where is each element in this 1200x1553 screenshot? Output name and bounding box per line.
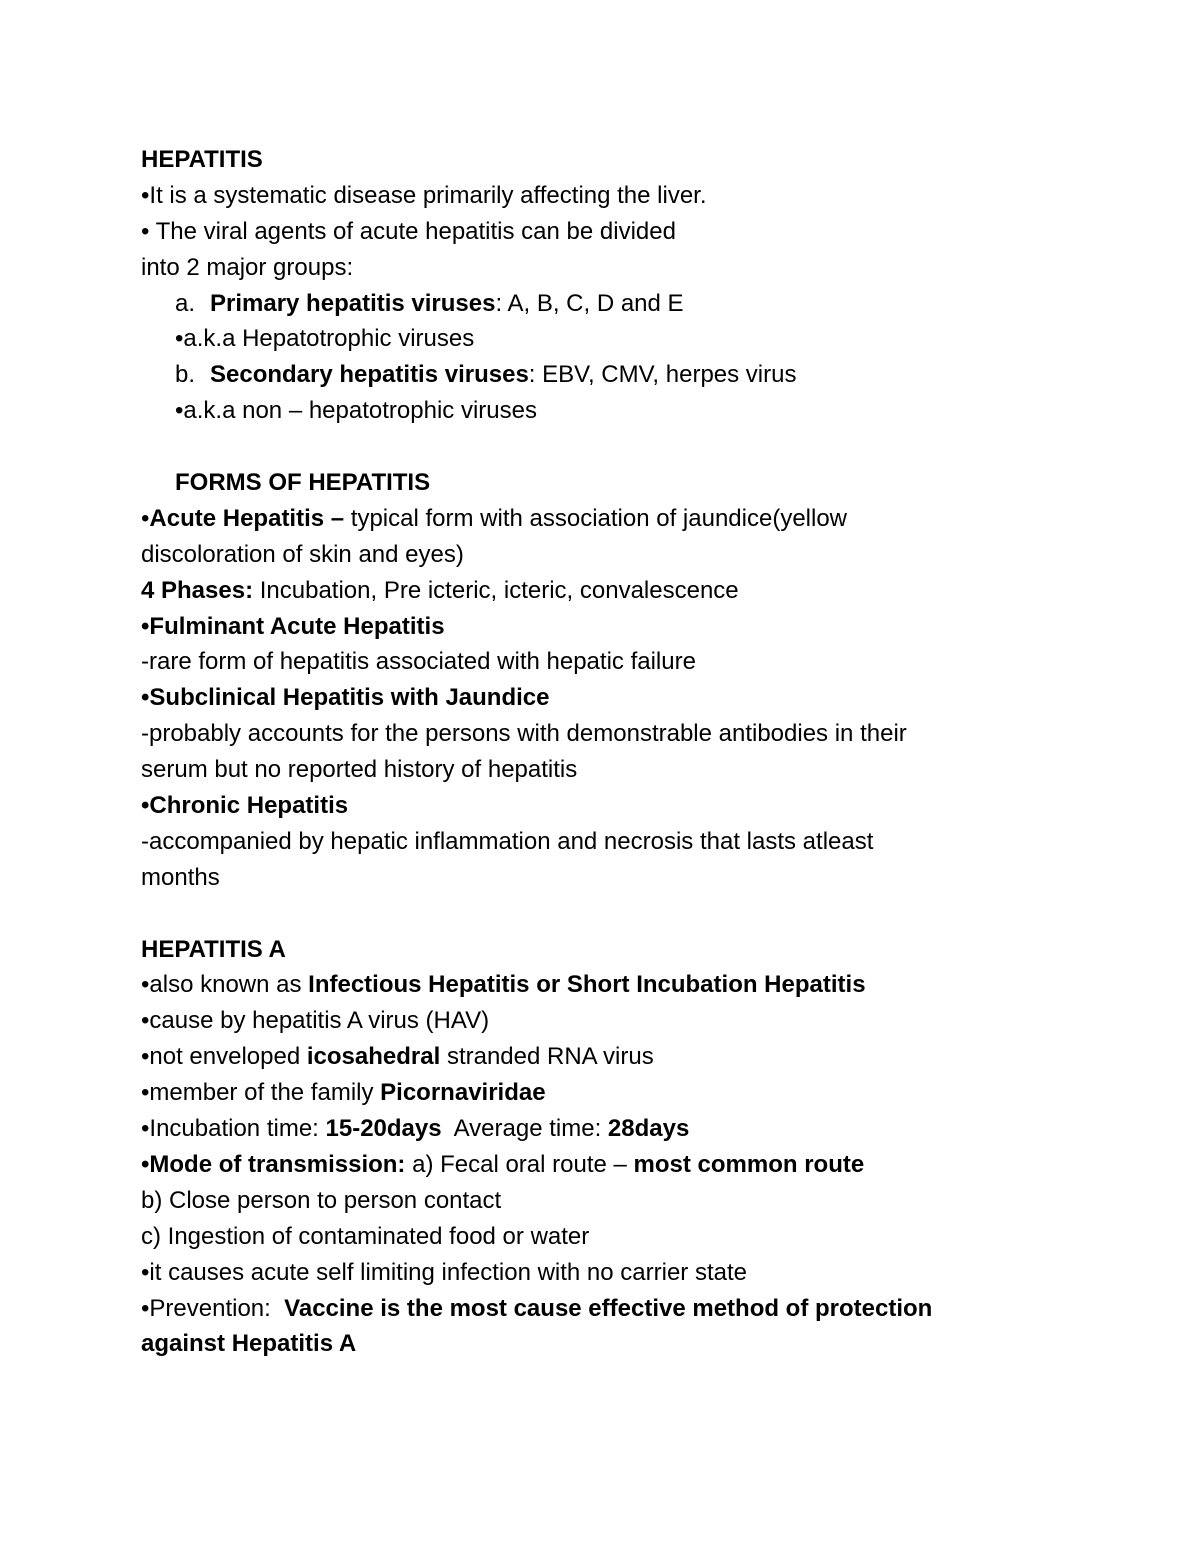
intro-line-2: • The viral agents of acute hepatitis can be divided xyxy=(141,217,676,245)
subclinical-desc-1: -probably accounts for the persons with demonstrable antibodies in their xyxy=(141,720,907,748)
subclinical-desc-2: serum but no reported history of hepatitis xyxy=(141,756,578,784)
group-a-name: Primary hepatitis viruses xyxy=(210,289,496,317)
hepatitis-a-structure: •not enveloped icosahedral stranded RNA virus xyxy=(141,1043,654,1071)
hepatitis-a-prevention-cont: against Hepatitis A xyxy=(141,1330,357,1358)
group-b xyxy=(141,357,1071,393)
group-b-name: Secondary hepatitis viruses xyxy=(210,361,529,389)
document-body xyxy=(141,142,1071,1362)
hepatitis-a-self-limiting: •it causes acute self limiting infection with no carrier state xyxy=(141,1258,747,1286)
group-a-aka: •a.k.a Hepatotrophic viruses xyxy=(175,325,475,353)
intro-line-3: into 2 major groups: xyxy=(141,253,354,281)
hepatitis-a-incubation: •Incubation time: 15-20days Average time: 28days xyxy=(141,1115,690,1143)
hepatitis-a-prevention: •Prevention: Vaccine is the most cause effective method of protection xyxy=(141,1294,933,1322)
group-b-types: : EBV, CMV, herpes virus xyxy=(528,361,797,389)
chronic-heading: •Chronic Hepatitis xyxy=(141,792,349,820)
group-a xyxy=(141,286,1071,322)
hepatitis-a-transmission: •Mode of transmission: a) Fecal oral route – most common route xyxy=(141,1150,865,1178)
group-b-label: b. xyxy=(175,361,196,389)
acute-hepatitis: •Acute Hepatitis – typical form with association of jaundice(yellow xyxy=(141,504,848,532)
chronic-desc-1: -accompanied by hepatic inflammation and necrosis that lasts atleast xyxy=(141,827,874,855)
hepatitis-a-transmission-b: b) Close person to person contact xyxy=(141,1186,502,1214)
phases: 4 Phases: Incubation, Pre icteric, icteric, convalescence xyxy=(141,576,739,604)
acute-hepatitis-cont: discoloration of skin and eyes) xyxy=(141,540,464,568)
hepatitis-a-family: •member of the family Picornaviridae xyxy=(141,1079,546,1107)
group-a-label: a. xyxy=(175,289,196,317)
title: HEPATITIS xyxy=(141,146,263,173)
hepatitis-a-heading: HEPATITIS A xyxy=(141,935,286,963)
group-b-aka: •a.k.a non – hepatotrophic viruses xyxy=(175,397,537,425)
forms-heading: FORMS OF HEPATITIS xyxy=(175,469,431,497)
fulminant-heading: •Fulminant Acute Hepatitis xyxy=(141,612,445,640)
group-a-types: : A, B, C, D and E xyxy=(495,289,684,317)
spacer xyxy=(141,429,1071,465)
hepatitis-a-transmission-c: c) Ingestion of contaminated food or water xyxy=(141,1222,590,1250)
chronic-desc-2: months xyxy=(141,863,220,891)
hepatitis-a-aka: •also known as Infectious Hepatitis or Short Incubation Hepatitis xyxy=(141,971,866,999)
spacer xyxy=(141,896,1071,932)
hepatitis-a-cause: •cause by hepatitis A virus (HAV) xyxy=(141,1007,490,1035)
fulminant-desc: -rare form of hepatitis associated with hepatic failure xyxy=(141,648,696,676)
intro-line-1: •It is a systematic disease primarily affecting the liver. xyxy=(141,181,707,209)
subclinical-heading: •Subclinical Hepatitis with Jaundice xyxy=(141,684,550,712)
